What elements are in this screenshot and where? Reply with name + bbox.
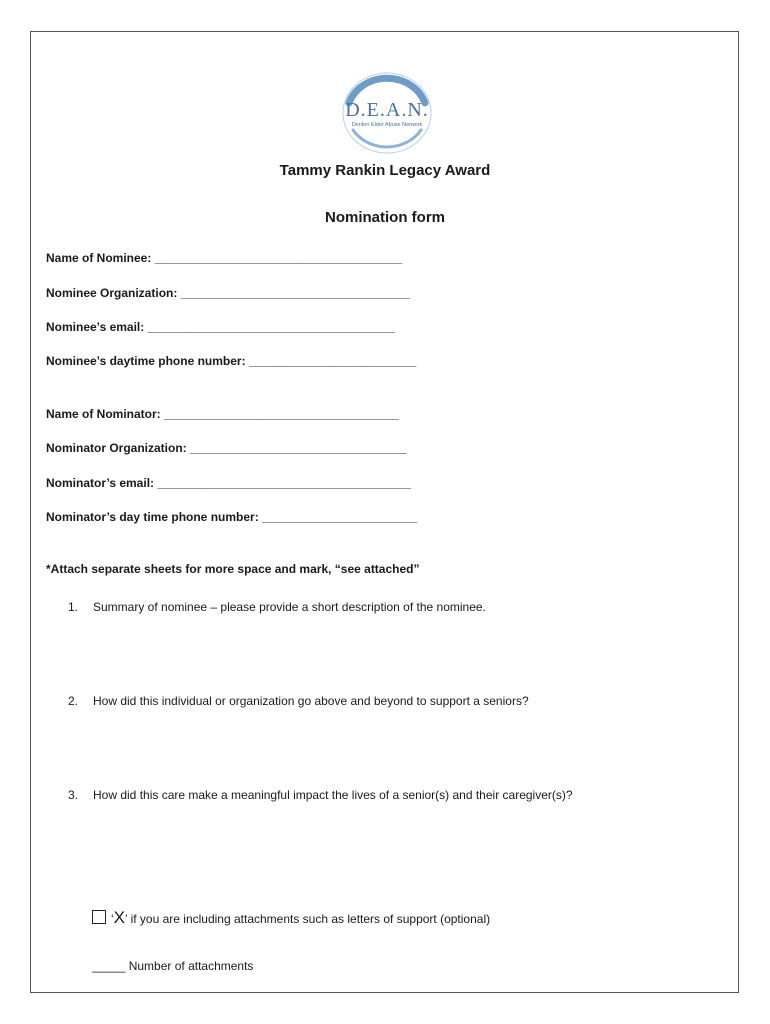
- attachments-blank: _____: [92, 959, 126, 973]
- field-line: _________________________________________: [157, 476, 411, 490]
- field-line: _____________________________________: [180, 286, 410, 300]
- question-number: 1.: [68, 600, 79, 614]
- question-number: 2.: [68, 694, 79, 708]
- award-title: Tammy Rankin Legacy Award: [279, 162, 491, 179]
- field-label: Nominee Organization:: [46, 286, 181, 300]
- question-number: 3.: [68, 788, 79, 802]
- field-label: Name of Nominator:: [46, 407, 165, 421]
- question-text: How did this individual or organization go above and beyond to support a seniors?: [93, 694, 529, 708]
- nominee-email-field[interactable]: [46, 320, 395, 334]
- question-text: How did this care make a meaningful impact the lives of a senior(s) and their caregiver(s)?: [93, 788, 573, 802]
- nominee-name-field[interactable]: [46, 251, 402, 265]
- attachments-checkbox-row: [92, 908, 490, 928]
- field-label: Nominator’s day time phone number:: [46, 510, 263, 524]
- quote-close: ’: [125, 912, 128, 926]
- logo-tagline: Denton Elder Abuse Network: [351, 122, 423, 128]
- field-line: ________________________________________: [147, 320, 395, 334]
- nominator-name-field[interactable]: [46, 407, 399, 421]
- field-line: _________________________: [262, 510, 417, 524]
- field-line: ___________________________: [248, 354, 416, 368]
- field-label: Nominee’s daytime phone number:: [46, 354, 249, 368]
- attachments-label: Number of attachments: [125, 959, 254, 973]
- nominator-email-field[interactable]: [46, 476, 411, 490]
- form-title: Nomination form: [325, 209, 445, 226]
- field-line: ______________________________________: [164, 407, 399, 421]
- field-line: ________________________________________: [154, 251, 402, 265]
- nominator-phone-field[interactable]: [46, 510, 416, 524]
- field-label: Nominator’s email:: [46, 476, 158, 490]
- checkbox-instruction: if you are including attachments such as letters of support (optional): [127, 912, 491, 926]
- attach-note: *Attach separate sheets for more space and mark, “see attached”: [46, 562, 420, 576]
- x-mark: X: [113, 908, 126, 927]
- field-label: Nominee’s email:: [46, 320, 148, 334]
- field-label: Name of Nominee:: [46, 251, 155, 265]
- nominator-organization-field[interactable]: [46, 441, 406, 455]
- field-line: ___________________________________: [190, 441, 407, 455]
- question-2: [68, 694, 529, 708]
- number-of-attachments-row[interactable]: [92, 959, 253, 973]
- dean-logo: [339, 68, 435, 158]
- field-label: Nominator Organization:: [46, 441, 190, 455]
- nominee-phone-field[interactable]: [46, 354, 416, 368]
- logo-text: D.E.A.N.: [345, 99, 429, 121]
- question-1: [68, 600, 486, 614]
- question-text: Summary of nominee – please provide a short description of the nominee.: [93, 600, 486, 614]
- nominee-organization-field[interactable]: [46, 286, 409, 300]
- question-3: [68, 788, 573, 802]
- attachments-checkbox[interactable]: [92, 910, 106, 924]
- quote-open: ‘: [111, 912, 114, 926]
